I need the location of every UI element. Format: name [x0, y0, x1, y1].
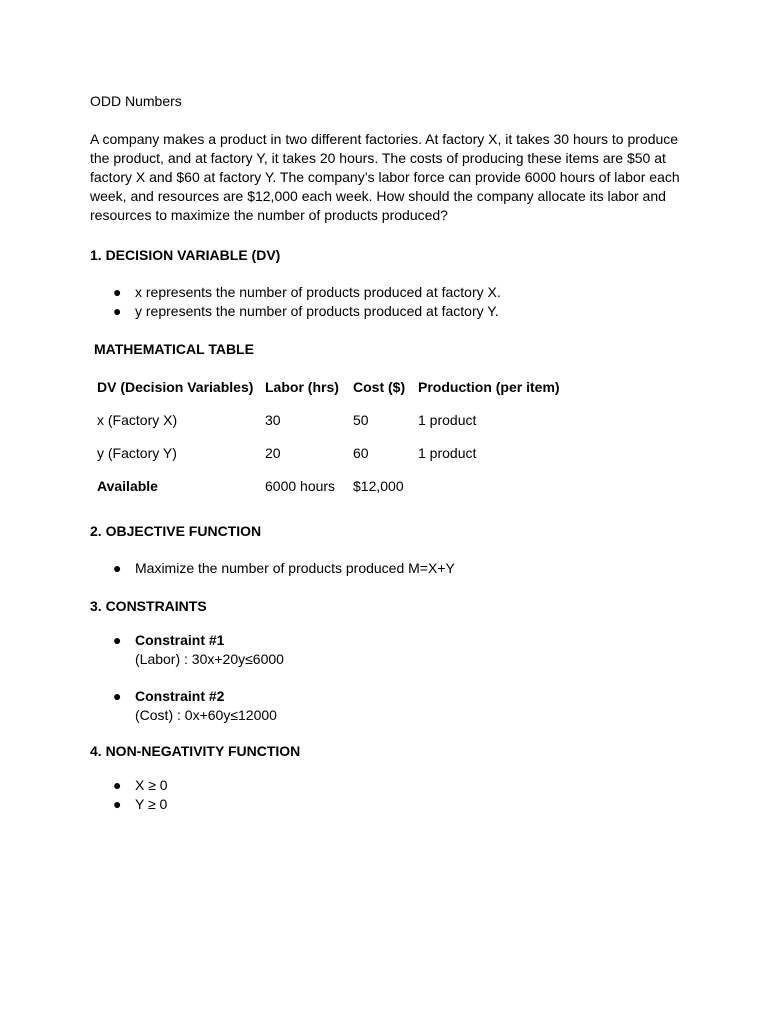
table-cell: 50 [353, 411, 369, 428]
list-item [90, 687, 690, 725]
constraint-title: Constraint #2 [135, 688, 225, 704]
mathematical-table [90, 370, 578, 502]
constraint-title: Constraint #1 [135, 632, 225, 648]
table-cell: 20 [265, 444, 281, 461]
table-row-available [90, 469, 578, 502]
document-title: ODD Numbers [90, 93, 182, 109]
table-cell: 60 [353, 444, 369, 461]
table-cell: Available [97, 477, 158, 494]
table-cell [411, 469, 578, 502]
objective-list [90, 559, 690, 578]
bullet-icon: ● [113, 560, 122, 576]
table-header-cell: Production (per item) [418, 378, 560, 395]
heading-objective-function: 2. OBJECTIVE FUNCTION [90, 523, 262, 539]
table-header-cell: Labor (hrs) [265, 378, 339, 395]
bullet-icon: ● [113, 688, 122, 704]
heading-decision-variable: 1. DECISION VARIABLE (DV) [90, 247, 281, 263]
list-item-text: X ≥ 0 [135, 777, 168, 793]
table-cell: $12,000 [353, 477, 404, 494]
bullet-icon: ● [113, 303, 122, 319]
document-page [90, 92, 690, 814]
list-item [90, 302, 690, 321]
table-cell: x (Factory X) [97, 411, 178, 428]
bullet-icon: ● [113, 796, 122, 812]
list-item-text: Y ≥ 0 [135, 796, 168, 812]
bullet-icon: ● [113, 632, 122, 648]
table-header-row [90, 370, 578, 403]
list-item [90, 283, 690, 302]
bullet-icon: ● [113, 777, 122, 793]
table-cell: 6000 hours [265, 477, 336, 494]
non-negativity-list [90, 776, 690, 814]
table-cell: 1 product [418, 411, 477, 428]
list-item [90, 776, 690, 795]
list-item [90, 631, 690, 669]
table-row [90, 436, 578, 469]
list-item [90, 559, 690, 578]
list-item-text: Maximize the number of products produced M=X+Y [135, 560, 455, 576]
heading-constraints: 3. CONSTRAINTS [90, 598, 207, 614]
table-header-cell: DV (Decision Variables) [97, 378, 254, 395]
table-row [90, 403, 578, 436]
table-cell: 1 product [418, 444, 477, 461]
bullet-icon: ● [113, 284, 122, 300]
list-item-text: x represents the number of products produced at factory X. [135, 284, 501, 300]
table-cell: y (Factory Y) [97, 444, 177, 461]
constraint-list [90, 631, 690, 725]
problem-statement: A company makes a product in two different factories. At factory X, it takes 30 hours to produce the product, and at factory Y, it takes 20 hours. The costs of producing these items are $50 at factory X and $60 at factory Y. The company’s labor force can provide 6000 hours of labor each week, and resources are $12,000 each week. How should the company allocate its labor and resources to maximize the number of products produced? [90, 131, 680, 223]
table-title: MATHEMATICAL TABLE [94, 341, 254, 357]
decision-variable-list [90, 283, 690, 321]
list-item [90, 795, 690, 814]
table-cell: 30 [265, 411, 281, 428]
list-item-text: y represents the number of products produced at factory Y. [135, 303, 499, 319]
constraint-expression: (Cost) : 0x+60y≤12000 [135, 707, 277, 723]
heading-non-negativity: 4. NON-NEGATIVITY FUNCTION [90, 743, 301, 759]
table-header-cell: Cost ($) [353, 378, 406, 395]
constraint-expression: (Labor) : 30x+20y≤6000 [135, 651, 284, 667]
